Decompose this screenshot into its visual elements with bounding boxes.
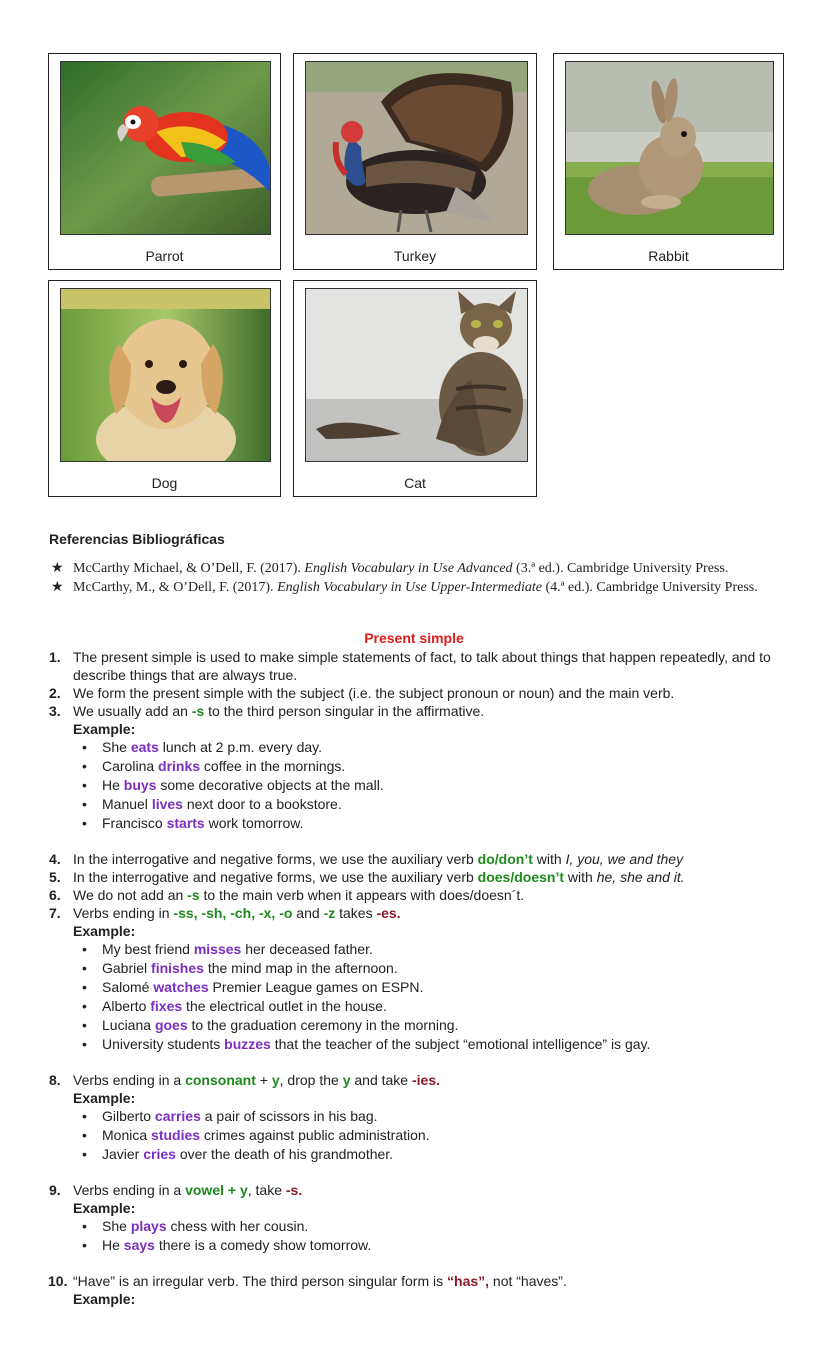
list-item: • Alberto fixes the electrical outlet in the house. (102, 997, 794, 1015)
dog-photo (60, 288, 271, 462)
list-item: • University students buzzes that the teacher of the subject “emotional intelligence” is gay. (102, 1035, 794, 1053)
cat-photo (305, 288, 528, 462)
list-item: • My best friend misses her deceased father. (102, 940, 794, 958)
rule-item: 9. Verbs ending in a vowel + y, take -s. (49, 1182, 303, 1198)
rule-item: 2. We form the present simple with the subject (i.e. the subject pronoun or noun) and the main verb. (49, 685, 675, 701)
animal-name: Parrot (145, 248, 184, 264)
list-item: • He says there is a comedy show tomorrow. (102, 1236, 794, 1254)
animal-name: Dog (151, 475, 178, 491)
list-item: • He buys some decorative objects at the mall. (102, 776, 794, 794)
animal-card-dog (48, 280, 281, 497)
list-item: • Salomé watches Premier League games on ESPN. (102, 978, 794, 996)
star-icon: ★ (51, 580, 64, 595)
list-item: • Gilberto carries a pair of scissors in his bag. (102, 1107, 794, 1125)
example-label: Example: (73, 1200, 136, 1216)
parrot-photo (60, 61, 271, 235)
references-title: Referencias Bibliográficas (49, 531, 225, 547)
section-title: Present simple (364, 630, 464, 646)
list-item: • Monica studies crimes against public administration. (102, 1126, 794, 1144)
star-icon: ★ (51, 561, 64, 576)
animal-card-cat (293, 280, 537, 497)
turkey-photo (305, 61, 528, 235)
list-item: • Carolina drinks coffee in the mornings. (102, 757, 794, 775)
list-item: • Francisco starts work tomorrow. (102, 814, 794, 832)
example-label: Example: (73, 923, 136, 939)
list-item: • Luciana goes to the graduation ceremony in the morning. (102, 1016, 794, 1034)
animal-card-turkey (293, 53, 537, 270)
animal-name: Turkey (393, 248, 437, 264)
example-label: Example: (73, 1090, 136, 1106)
example-list (49, 940, 794, 1053)
list-item: • Javier cries over the death of his grandmother. (102, 1145, 794, 1163)
animal-name: Rabbit (648, 248, 689, 264)
rule-item: 3. We usually add an -s to the third person singular in the affirmative. (49, 703, 485, 719)
list-item: • She plays chess with her cousin. (102, 1217, 794, 1235)
animal-card-rabbit (553, 53, 784, 270)
rule-item: 1. The present simple is used to make simple statements of fact, to talk about things that happen repeatedly, and to describe things that are always true. (49, 649, 771, 683)
rule-item: 8. Verbs ending in a consonant + y, drop the y and take -ies. (49, 1072, 440, 1088)
rabbit-photo (565, 61, 774, 235)
example-label: Example: (73, 721, 136, 737)
list-item: • She eats lunch at 2 p.m. every day. (102, 738, 794, 756)
rule-item: 7. Verbs ending in -ss, -sh, -ch, -x, -o and -z takes -es. (49, 905, 401, 921)
reference-item: ★ McCarthy, M., & O’Dell, F. (2017). English Vocabulary in Use Upper-Intermediate (4.ª ed.). Cambridge University Press. (51, 580, 758, 595)
rule-item: 4. In the interrogative and negative forms, we use the auxiliary verb do/don’t with I, you, we and they (49, 851, 684, 867)
list-item: • Manuel lives next door to a bookstore. (102, 795, 794, 813)
references-list (49, 560, 789, 598)
example-list (49, 1217, 794, 1254)
reference-item: ★ McCarthy Michael, & O’Dell, F. (2017). English Vocabulary in Use Advanced (3.ª ed.). Cambridge University Press. (51, 561, 729, 576)
rule-item: 10. “Have” is an irregular verb. The third person singular form is “has”, not “haves”. (48, 1273, 567, 1289)
animal-card-parrot (48, 53, 281, 270)
list-item: • Gabriel finishes the mind map in the afternoon. (102, 959, 794, 977)
example-list (49, 1107, 794, 1163)
example-list (49, 738, 794, 832)
example-label: Example: (73, 1291, 136, 1307)
lesson-content (49, 648, 794, 1308)
rule-item: 6. We do not add an -s to the main verb when it appears with does/doesn´t. (49, 887, 525, 903)
rule-item: 5. In the interrogative and negative forms, we use the auxiliary verb does/doesn’t with he, she and it. (49, 869, 685, 885)
animal-name: Cat (404, 475, 426, 491)
